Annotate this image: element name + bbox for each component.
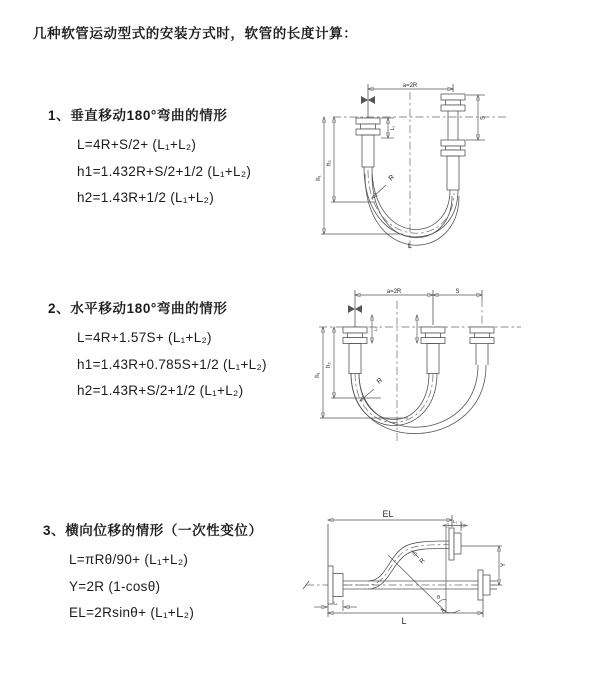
travel-dimension bbox=[466, 95, 487, 140]
braided-section bbox=[447, 156, 459, 190]
valve-icon bbox=[348, 301, 362, 327]
formula-line: L=πRθ/90+ (L₁+L₂) bbox=[69, 552, 189, 567]
dim-label-radius: R bbox=[375, 376, 385, 386]
left-flange bbox=[328, 566, 343, 604]
formula-line: EL=2Rsinθ+ (L₁+L₂) bbox=[69, 605, 195, 620]
dim-label-h2: h₂ bbox=[326, 160, 333, 166]
dim-label-radius: R bbox=[387, 173, 397, 183]
hose-u-bends bbox=[351, 365, 486, 434]
braided-section bbox=[427, 344, 439, 374]
formula-line: L=4R+1.57S+ (L₁+L₂) bbox=[77, 330, 212, 345]
braided-section bbox=[349, 344, 361, 374]
section-heading: 2、水平移动180°弯曲的情形 bbox=[48, 301, 228, 316]
dim-label-angle: θ bbox=[437, 595, 441, 601]
page-title: 几种软管运动型式的安装方式时，软管的长度计算： bbox=[33, 26, 358, 41]
fitting-left-dimension bbox=[314, 600, 357, 611]
dim-label-fitting-left: L₁ bbox=[333, 600, 338, 606]
radius-callout bbox=[412, 551, 427, 565]
braided-section bbox=[362, 135, 374, 167]
dim-label-fitting: L₁ bbox=[373, 326, 378, 332]
dim-label-span: a=2R bbox=[402, 83, 418, 89]
left-hose-fitting bbox=[356, 118, 380, 167]
fitting-top-dimension bbox=[443, 519, 467, 531]
dim-label-fitting-top: L₁ bbox=[452, 519, 458, 524]
upper-flange bbox=[449, 528, 461, 560]
section-heading: 1、垂直移动180°弯曲的情形 bbox=[48, 108, 228, 123]
fitting-length-dimensions bbox=[372, 315, 417, 343]
dim-label-travel: S bbox=[455, 289, 460, 295]
formula-line: h2=1.43R+1/2 (L₁+L₂) bbox=[77, 190, 215, 205]
dim-label-length: L bbox=[407, 241, 413, 250]
dim-label-h1: h₁ bbox=[316, 175, 322, 181]
dim-label-length: L bbox=[401, 616, 407, 626]
dim-label-effective-length: EL bbox=[382, 509, 394, 519]
section-vertical-move bbox=[48, 104, 251, 212]
section-lateral-displacement bbox=[43, 519, 263, 627]
formula-line: h1=1.432R+S/2+1/2 (L₁+L₂) bbox=[77, 163, 252, 179]
centerlines bbox=[333, 92, 507, 250]
radius-callout bbox=[372, 174, 396, 198]
left-hose-fitting bbox=[343, 327, 367, 374]
shifted-hose-fitting bbox=[470, 327, 494, 365]
valve-icon bbox=[361, 93, 375, 118]
dim-label-span: a=2R bbox=[386, 289, 402, 295]
span-dimension bbox=[368, 83, 453, 93]
diagram-vertical-move-180 bbox=[315, 78, 525, 253]
hose-s-curve bbox=[343, 541, 449, 589]
dim-label-offset: Y bbox=[500, 562, 507, 568]
dim-label-fitting: L₁ bbox=[390, 125, 396, 131]
formula-line: L=4R+S/2+ (L₁+L₂) bbox=[77, 137, 197, 152]
formula-line: h2=1.43R+S/2+1/2 (L₁+L₂) bbox=[77, 383, 244, 398]
dim-label-h2: h₂ bbox=[326, 362, 332, 368]
formula-line: h1=1.43R+0.785S+1/2 (L₁+L₂) bbox=[77, 356, 267, 372]
section-heading: 3、横向位移的情形（一次性变位） bbox=[43, 523, 263, 538]
diagram-horizontal-move-180 bbox=[313, 285, 528, 450]
diagram-lateral-displacement bbox=[300, 500, 510, 650]
length-dimension bbox=[328, 600, 483, 626]
formula-line: Y=2R (1-cosθ) bbox=[69, 578, 161, 594]
middle-hose-fitting bbox=[421, 327, 445, 374]
right-hose-fitting bbox=[441, 94, 465, 190]
hose-u-bend bbox=[364, 167, 459, 245]
span-dimension bbox=[355, 289, 482, 325]
dim-label-travel: S bbox=[480, 115, 487, 121]
section-horizontal-move bbox=[48, 297, 267, 405]
dim-label-h1: h₁ bbox=[315, 372, 321, 378]
fitting-length-dimension bbox=[381, 118, 396, 138]
dim-label-radius: R bbox=[418, 557, 427, 566]
